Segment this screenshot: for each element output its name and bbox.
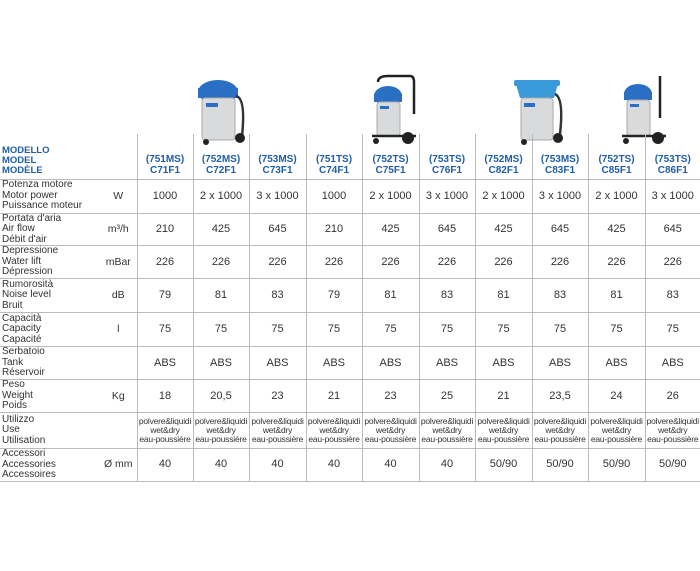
spec-cell: 21 [306, 380, 362, 413]
spec-cell: polvere&liquidi wet&dry eau-poussière [475, 413, 532, 449]
spec-cell: 2 x 1000 [588, 179, 645, 213]
spec-row [0, 347, 700, 380]
spec-cell: 81 [588, 279, 645, 313]
spec-cell: 210 [306, 213, 362, 246]
spec-cell: 79 [137, 279, 193, 313]
spec-cell: 75 [137, 313, 193, 347]
spec-cell: 1000 [137, 179, 193, 213]
spec-cell: 75 [362, 313, 419, 347]
spec-cell: 40 [306, 449, 362, 482]
model-col-4: (751TS) C74F1 [306, 134, 362, 179]
spec-cell: 23 [249, 380, 306, 413]
row-label: Utilizzo Use Utilisation [0, 413, 100, 449]
spec-cell: 83 [532, 279, 588, 313]
spec-cell: 23 [362, 380, 419, 413]
spec-cell: 81 [193, 279, 249, 313]
spec-cell: 75 [645, 313, 700, 347]
spec-cell: ABS [249, 347, 306, 380]
spec-cell: ABS [588, 347, 645, 380]
spec-cell: 1000 [306, 179, 362, 213]
spec-cell: ABS [193, 347, 249, 380]
spec-cell: 226 [249, 246, 306, 279]
spec-cell: 645 [419, 213, 475, 246]
spec-cell: 40 [249, 449, 306, 482]
row-unit: dB [100, 279, 137, 313]
model-col-1: (751MS) C71F1 [137, 134, 193, 179]
row-label: Serbatoio Tank Réservoir [0, 347, 100, 380]
spec-cell: 75 [306, 313, 362, 347]
spec-cell: 3 x 1000 [249, 179, 306, 213]
spec-row [0, 313, 700, 347]
spec-cell: 40 [362, 449, 419, 482]
model-col-9: (752TS) C85F1 [588, 134, 645, 179]
spec-cell: polvere&liquidi wet&dry eau-poussière [249, 413, 306, 449]
spec-cell: 83 [249, 279, 306, 313]
row-label: Depressione Water lift Dépression [0, 246, 100, 279]
spec-cell: 83 [645, 279, 700, 313]
spec-cell: 645 [249, 213, 306, 246]
model-col-6: (753TS) C76F1 [419, 134, 475, 179]
spec-cell: 75 [475, 313, 532, 347]
spec-cell: 83 [419, 279, 475, 313]
spec-cell: 645 [532, 213, 588, 246]
row-unit: mBar [100, 246, 137, 279]
row-unit: Ø mm [100, 449, 137, 482]
model-col-2: (752MS) C72F1 [193, 134, 249, 179]
spec-cell: polvere&liquidi wet&dry eau-poussière [362, 413, 419, 449]
spec-cell: polvere&liquidi wet&dry eau-poussière [193, 413, 249, 449]
spec-table [0, 134, 700, 482]
spec-cell: 226 [306, 246, 362, 279]
spec-cell: ABS [306, 347, 362, 380]
spec-cell: 23,5 [532, 380, 588, 413]
spec-cell: 2 x 1000 [475, 179, 532, 213]
spec-cell: 26 [645, 380, 700, 413]
spec-cell: 425 [588, 213, 645, 246]
row-unit [100, 413, 137, 449]
spec-cell: 226 [645, 246, 700, 279]
spec-cell: 75 [193, 313, 249, 347]
spec-cell: 75 [532, 313, 588, 347]
spec-cell: polvere&liquidi wet&dry eau-poussière [306, 413, 362, 449]
spec-cell: ABS [137, 347, 193, 380]
spec-cell: 210 [137, 213, 193, 246]
spec-row [0, 380, 700, 413]
spec-cell: 226 [588, 246, 645, 279]
spec-cell: 226 [475, 246, 532, 279]
row-unit: l [100, 313, 137, 347]
spec-cell: 25 [419, 380, 475, 413]
spec-cell: 226 [193, 246, 249, 279]
spec-cell: polvere&liquidi wet&dry eau-poussière [588, 413, 645, 449]
spec-cell: 79 [306, 279, 362, 313]
spec-cell: 3 x 1000 [645, 179, 700, 213]
spec-cell: 75 [588, 313, 645, 347]
row-unit: W [100, 179, 137, 213]
spec-cell: 40 [137, 449, 193, 482]
spec-cell: ABS [419, 347, 475, 380]
spec-cell: 226 [532, 246, 588, 279]
spec-row [0, 413, 700, 449]
spec-row [0, 246, 700, 279]
spec-cell: 81 [475, 279, 532, 313]
model-col-5: (752TS) C75F1 [362, 134, 419, 179]
spec-cell: 226 [362, 246, 419, 279]
spec-cell: 425 [475, 213, 532, 246]
row-label: Rumorosità Noise level Bruit [0, 279, 100, 313]
spec-cell: ABS [645, 347, 700, 380]
header-row [0, 134, 700, 179]
spec-cell: 50/90 [475, 449, 532, 482]
row-label: Capacità Capacity Capacité [0, 313, 100, 347]
spec-cell: 24 [588, 380, 645, 413]
spec-cell: 75 [249, 313, 306, 347]
spec-cell: 40 [193, 449, 249, 482]
spec-row [0, 449, 700, 482]
spec-cell: polvere&liquidi wet&dry eau-poussière [419, 413, 475, 449]
spec-cell: 75 [419, 313, 475, 347]
spec-row [0, 213, 700, 246]
spec-cell: 40 [419, 449, 475, 482]
spec-cell: 645 [645, 213, 700, 246]
model-col-7: (752MS) C82F1 [475, 134, 532, 179]
spec-cell: ABS [362, 347, 419, 380]
spec-cell: 2 x 1000 [362, 179, 419, 213]
spec-row [0, 179, 700, 213]
spec-cell: 20,5 [193, 380, 249, 413]
model-col-3: (753MS) C73F1 [249, 134, 306, 179]
row-label: Potenza motore Motor power Puissance moteur [0, 179, 100, 213]
spec-row [0, 279, 700, 313]
row-unit [100, 347, 137, 380]
spec-cell: 50/90 [532, 449, 588, 482]
model-col-8: (753MS) C83F1 [532, 134, 588, 179]
model-col-10: (753TS) C86F1 [645, 134, 700, 179]
spec-cell: 425 [193, 213, 249, 246]
spec-cell: 21 [475, 380, 532, 413]
spec-cell: 226 [137, 246, 193, 279]
row-label: Peso Weight Poids [0, 380, 100, 413]
spec-cell: 3 x 1000 [419, 179, 475, 213]
spec-cell: 226 [419, 246, 475, 279]
spec-cell: 81 [362, 279, 419, 313]
spec-cell: polvere&liquidi wet&dry eau-poussière [532, 413, 588, 449]
spec-cell: polvere&liquidi wet&dry eau-poussière [645, 413, 700, 449]
spec-cell: 425 [362, 213, 419, 246]
row-unit: Kg [100, 380, 137, 413]
model-heading: MODELLO MODEL MODÈLE [0, 134, 100, 179]
spec-cell: 18 [137, 380, 193, 413]
row-label: Portata d'aria Air flow Débit d'air [0, 213, 100, 246]
spec-cell: ABS [475, 347, 532, 380]
row-unit: m³/h [100, 213, 137, 246]
spec-cell: 3 x 1000 [532, 179, 588, 213]
spec-cell: 50/90 [645, 449, 700, 482]
spec-cell: 2 x 1000 [193, 179, 249, 213]
spec-cell: polvere&liquidi wet&dry eau-poussière [137, 413, 193, 449]
row-label: Accessori Accessories Accessoires [0, 449, 100, 482]
spec-cell: ABS [532, 347, 588, 380]
spec-cell: 50/90 [588, 449, 645, 482]
